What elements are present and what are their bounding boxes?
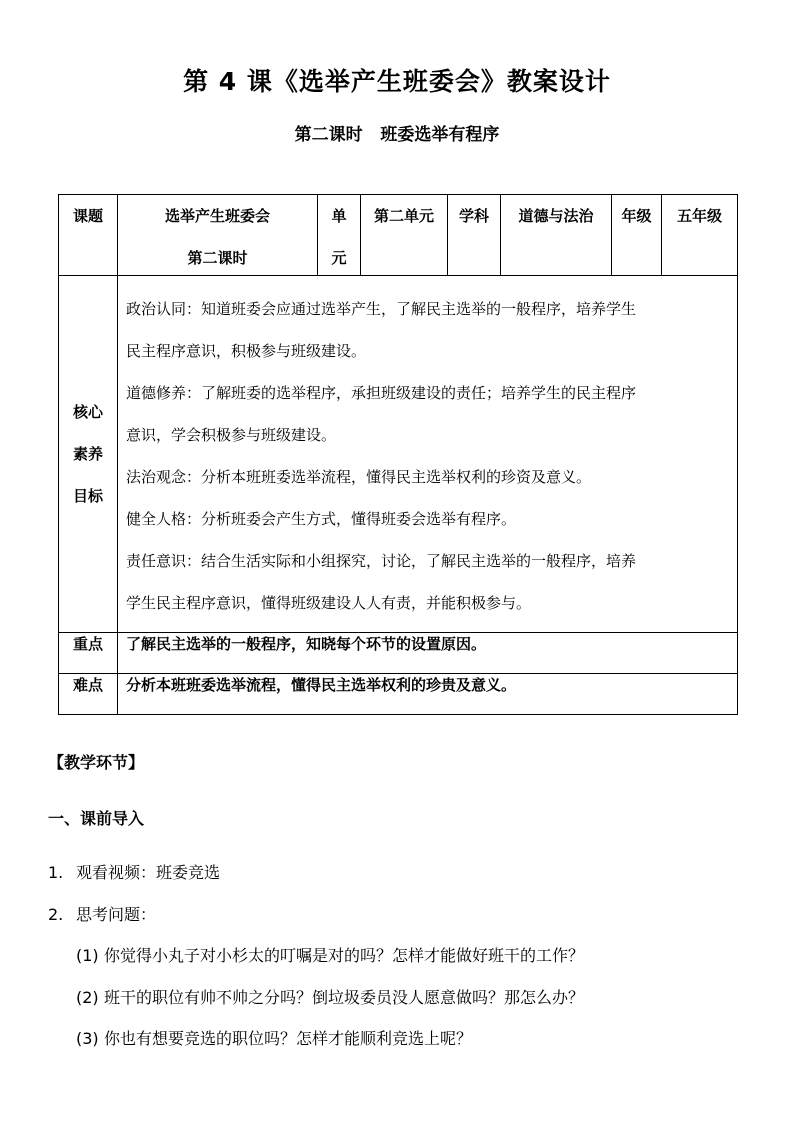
cell-unit-value: 第二单元 (361, 195, 448, 276)
core-goals-content (118, 276, 738, 633)
cell-grade-value: 五年级 (662, 195, 738, 276)
cell-subject-value: 道德与法治 (501, 195, 612, 276)
cell-grade-label: 年级 (612, 195, 662, 276)
core-goal-line: 学生民主程序意识，懂得班级建设人人有责，并能积极参与。 (126, 594, 532, 612)
core-goals-row (59, 276, 738, 633)
core-goal-line: 意识，学会积极参与班级建设。 (126, 426, 337, 444)
core-goal-line: 道德修养：了解班委的选举程序，承担班级建设的责任；培养学生的民主程序 (126, 384, 637, 402)
core-goal-line: 政治认同：知道班委会应通过选举产生，了解民主选举的一般程序，培养学生 (126, 300, 637, 318)
core-goal-line: 民主程序意识，积极参与班级建设。 (126, 342, 367, 360)
cell-subject-label: 学科 (448, 195, 501, 276)
lesson-info-table (58, 194, 738, 715)
question-item: (2) 班干的职位有帅不帅之分吗？倒垃圾委员没人愿意做吗？那怎么办？ (76, 988, 585, 1007)
list-item: 2. 思考问题： (48, 905, 157, 924)
core-goals-label: 核心 素养 目标 (59, 276, 118, 633)
list-item: 1. 观看视频：班委竞选 (48, 863, 221, 882)
section-heading: 一、课前导入 (48, 809, 145, 828)
key-point-label: 重点 (59, 633, 118, 674)
core-goal-line: 法治观念：分析本班班委选举流程，懂得民主选举权利的珍资及意义。 (126, 468, 592, 486)
cell-topic-label: 课题 (59, 195, 118, 276)
page-title: 第 4 课《选举产生班委会》教案设计 (183, 67, 611, 96)
page-subtitle: 第二课时 班委选举有程序 (294, 125, 500, 145)
cell-topic-value: 选举产生班委会 第二课时 (118, 195, 318, 276)
core-goal-line: 健全人格：分析班委会产生方式，懂得班委会选举有程序。 (126, 510, 517, 528)
core-goal-line: 责任意识：结合生活实际和小组探究，讨论，了解民主选举的一般程序，培养 (126, 552, 637, 570)
difficult-point-label: 难点 (59, 674, 118, 715)
difficult-point-row (59, 674, 738, 715)
difficult-point-text: 分析本班班委选举流程，懂得民主选举权利的珍贵及意义。 (118, 674, 738, 715)
key-point-text: 了解民主选举的一般程序，知晓每个环节的设置原因。 (118, 633, 738, 674)
question-item: (3) 你也有想要竞选的职位吗？怎样才能顺利竞选上呢？ (76, 1029, 473, 1048)
teaching-heading: 【教学环节】 (48, 753, 145, 772)
cell-unit-label: 单 元 (318, 195, 361, 276)
question-item: (1) 你觉得小丸子对小杉太的叮嘱是对的吗？怎样才能做好班干的工作？ (76, 946, 585, 965)
header-row (59, 195, 738, 276)
key-point-row (59, 633, 738, 674)
